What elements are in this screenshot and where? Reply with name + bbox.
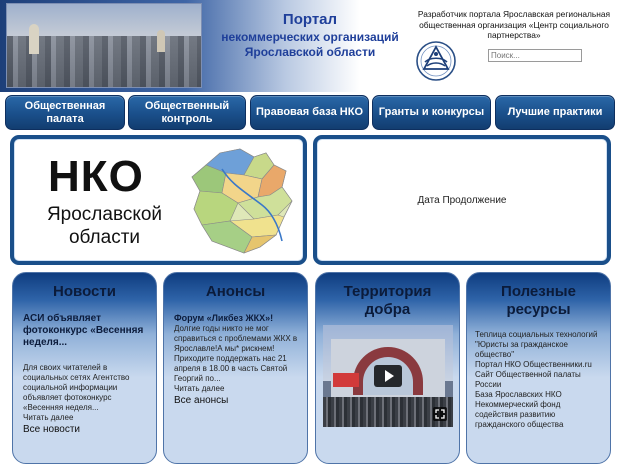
news-title[interactable]: Новости xyxy=(53,283,116,300)
nav-grants[interactable]: Гранты и конкурсы xyxy=(372,95,491,130)
portal-title-line3[interactable]: Ярославской области xyxy=(244,45,376,59)
announcements-column xyxy=(163,272,308,464)
slider-caption: Дата Продолжение xyxy=(417,195,507,206)
portal-title-line2[interactable]: некоммерческих организаций xyxy=(221,30,399,44)
territory-video[interactable] xyxy=(323,325,453,427)
all-news-link[interactable]: Все новости xyxy=(23,424,81,435)
all-announcements-link[interactable]: Все анонсы xyxy=(174,395,229,406)
developer-text: Разработчик портала Ярославская региональная общественная организация «Центр социального партнерства» xyxy=(417,9,611,40)
resources-list xyxy=(467,319,610,430)
resources-column xyxy=(466,272,611,464)
nav-legal-base[interactable]: Правовая база НКО xyxy=(250,95,369,130)
fullscreen-icon[interactable] xyxy=(433,407,447,421)
organization-logo-icon[interactable] xyxy=(415,40,457,82)
portal-title-line1[interactable]: Портал xyxy=(282,11,338,28)
announcement-headline[interactable]: Форум «Ликбез ЖКХ»! xyxy=(174,313,274,323)
news-slider[interactable] xyxy=(313,135,611,265)
territory-column xyxy=(315,272,460,464)
resource-link[interactable]: Некоммерческий фонд содействия развитию гражданского общества xyxy=(475,400,564,429)
header-city-photo xyxy=(6,3,202,88)
announcements-title[interactable]: Анонсы xyxy=(205,283,266,300)
nav-best-practices[interactable]: Лучшие практики xyxy=(495,95,615,130)
news-text: Для своих читателей в социальных сетях Агентство социальной информации объявляет фотоконкурс «Весенняя неделя... xyxy=(23,363,130,412)
news-column xyxy=(12,272,157,464)
resource-link[interactable]: "Юристы за гражданское общество" xyxy=(475,340,569,359)
play-icon[interactable] xyxy=(374,365,402,387)
nav-public-control[interactable]: Общественный контроль xyxy=(128,95,246,130)
nav-public-chamber[interactable]: Общественная палата xyxy=(5,95,125,130)
nko-banner[interactable] xyxy=(10,135,307,265)
portal-title[interactable] xyxy=(205,12,415,60)
search-input[interactable] xyxy=(488,49,582,62)
announcement-text: Долгие годы никто не мог справиться с проблемами ЖКХ в Ярославле!А мы* рискнем! Приходите поддержать нас 21 апреля в 18.00 в часть Святой Георгий по... xyxy=(174,324,298,383)
resources-title[interactable]: Полезные ресурсы xyxy=(501,283,576,318)
resource-link[interactable]: Портал НКО Общественники.ru xyxy=(475,360,592,369)
nko-banner-title: НКО xyxy=(48,152,144,201)
region-map-icon xyxy=(182,145,300,259)
territory-title[interactable]: Территория добра xyxy=(343,283,432,318)
main-nav xyxy=(5,95,615,130)
news-read-more-link[interactable]: Читать далее xyxy=(23,413,74,422)
resource-link[interactable]: Теплица социальных технологий xyxy=(475,330,598,339)
nko-banner-subtitle: Ярославской области xyxy=(46,204,163,248)
news-headline[interactable]: АСИ объявляет фотоконкурс «Весенняя неделя... xyxy=(23,313,144,348)
resource-link[interactable]: Сайт Общественной палаты России xyxy=(475,370,581,389)
announcement-read-more-link[interactable]: Читать далее xyxy=(174,384,225,393)
header xyxy=(0,0,620,92)
resource-link[interactable]: База Ярославских НКО xyxy=(475,390,562,399)
